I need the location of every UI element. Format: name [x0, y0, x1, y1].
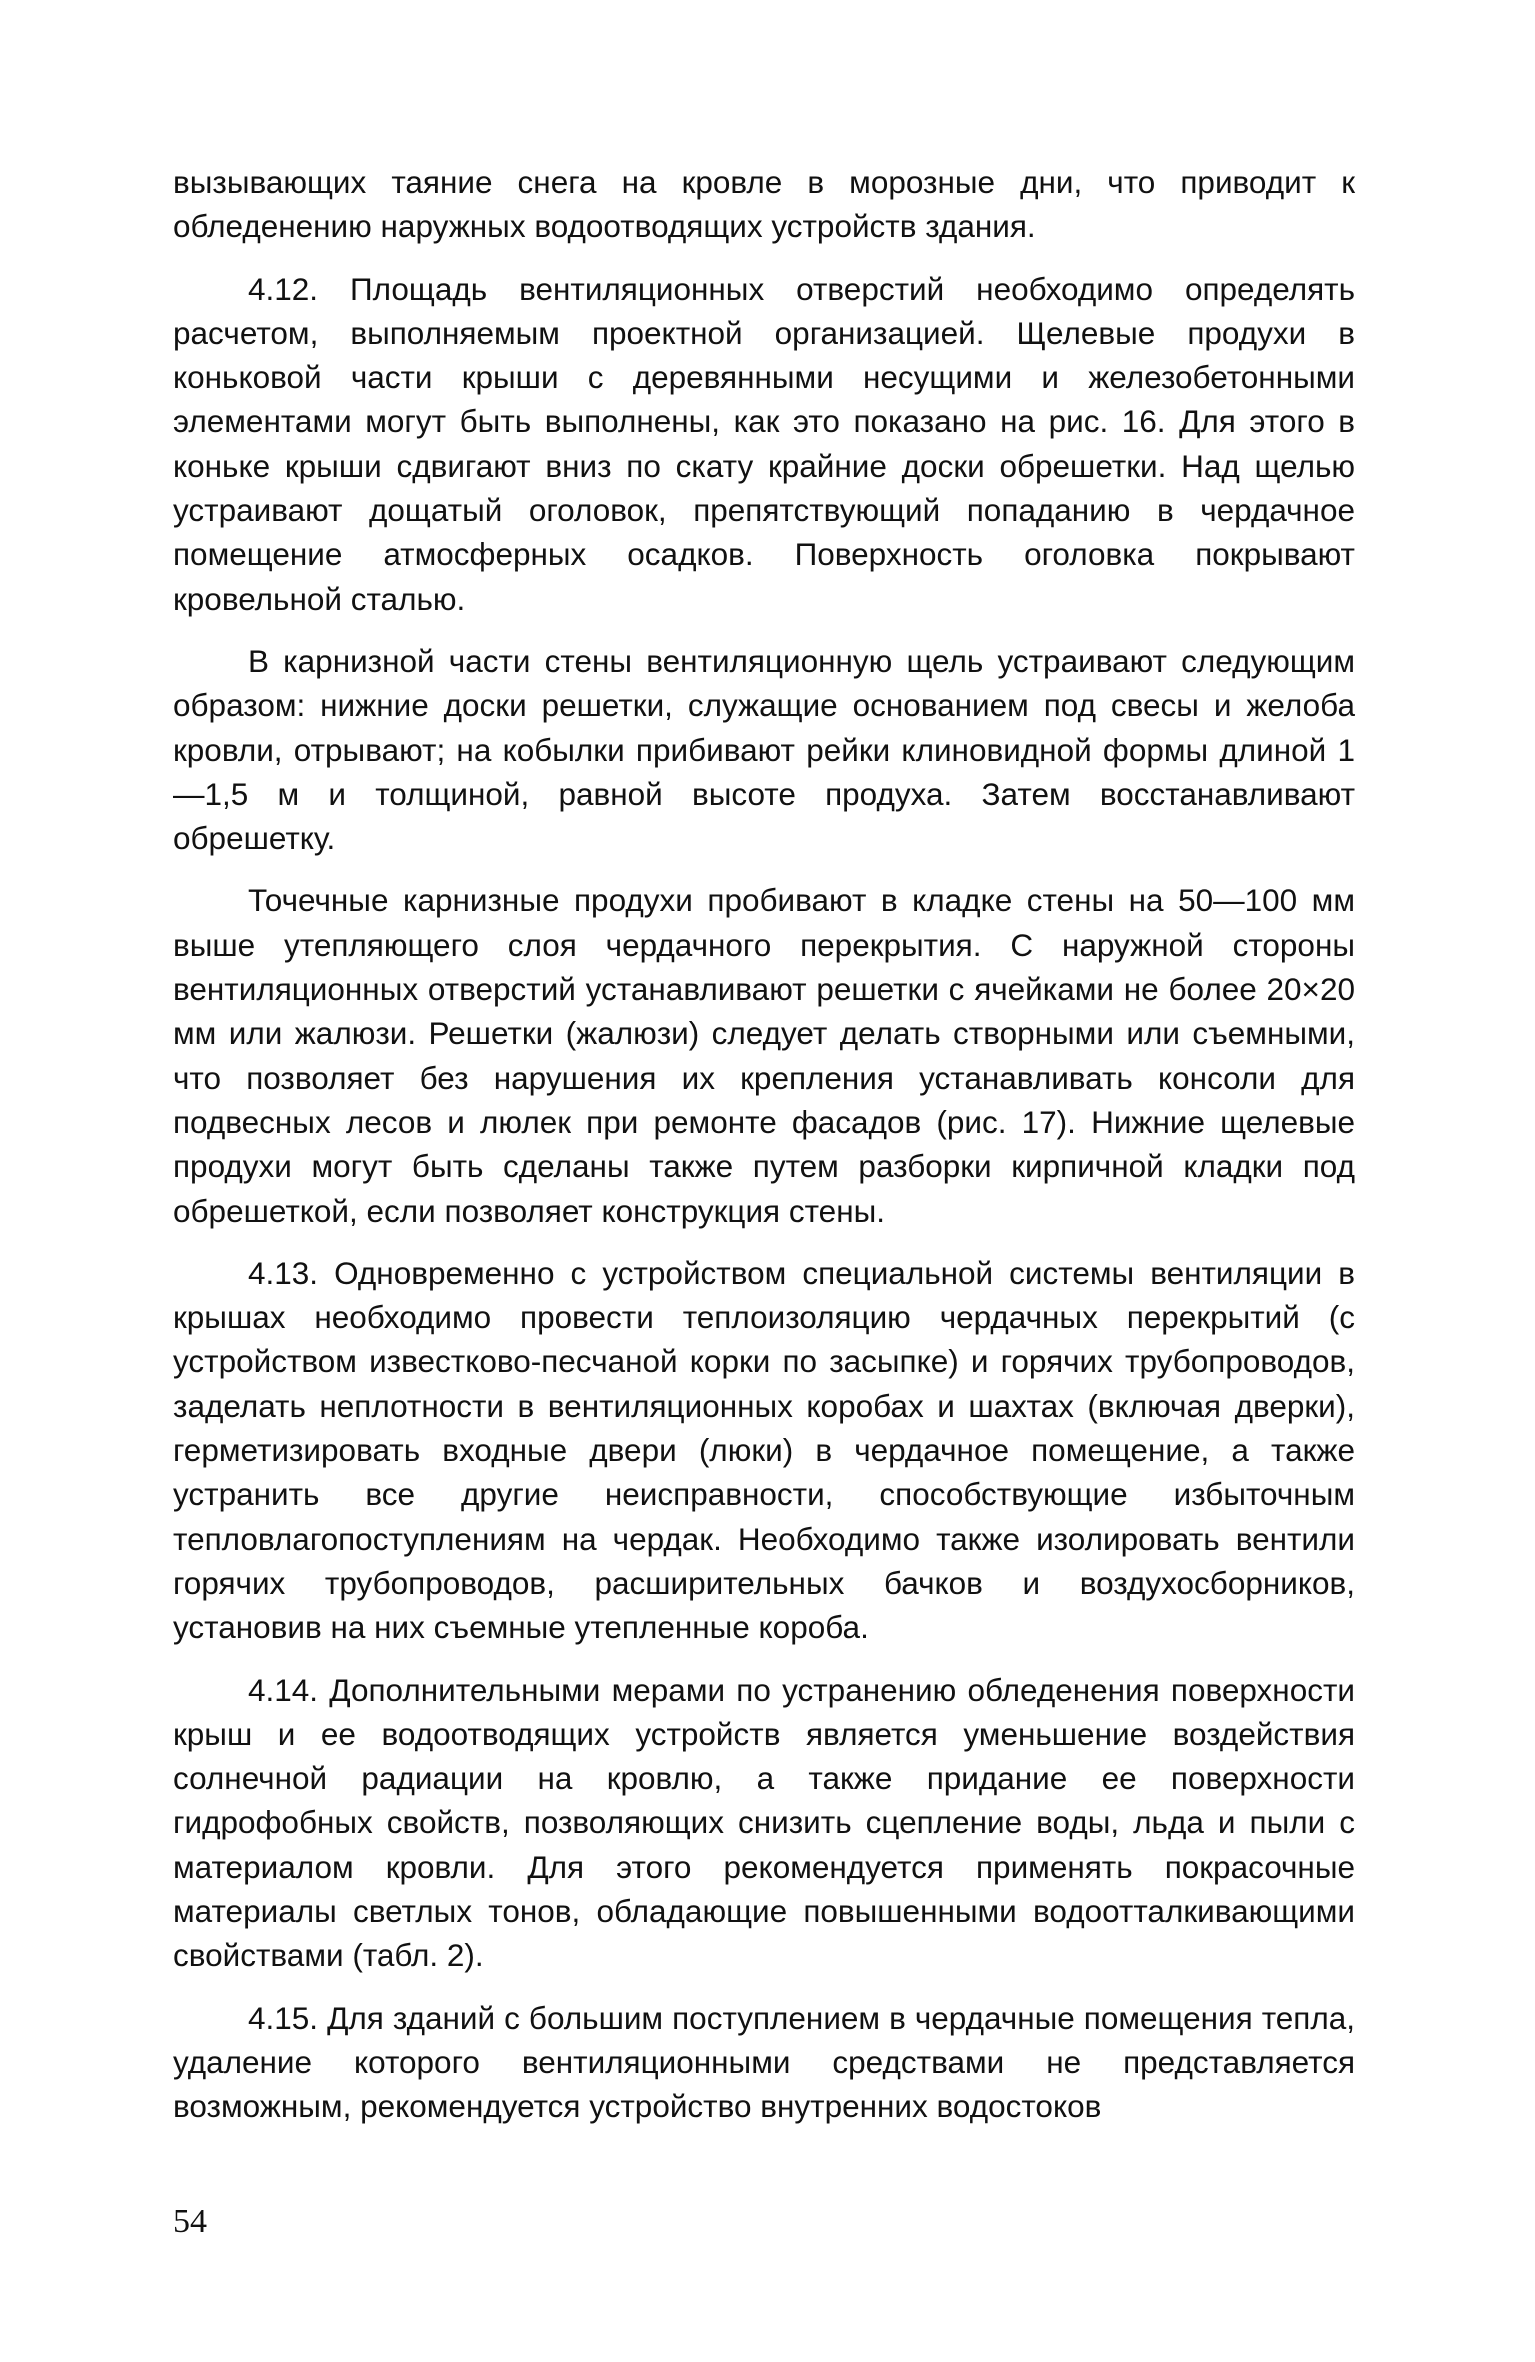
paragraph-continuation: вызывающих таяние снега на кровле в морозные дни, что приводит к обледенению наружных водоотводящих устройств здания.: [173, 164, 1355, 245]
paragraph-4-12: 4.12. Площадь вентиляционных отверстий необходимо определять расчетом, выполняемым проектной организацией. Щелевые продухи в коньковой части крыши с деревянными несущими и железобетонными элементами могут быть выполнены, как это показано на рис. 16. Для этого в коньке крыши сдвигают вниз по скату крайние доски обрешетки. Над щелью устраивают дощатый оголовок, препятствующий попаданию в чердачное помещение атмосферных осадков. Поверхность оголовка покрывают кровельной сталью.: [173, 270, 1355, 617]
paragraph-4-14: 4.14. Дополнительными мерами по устранению обледенения поверхности крыш и ее водоотводящих устройств является уменьшение воздействия солнечной радиации на кровлю, а также придание ее поверхности гидрофобных свойств, позволяющих снизить сцепление воды, льда и пыли с материалом кровли. Для этого рекомендуется применять покрасочные материалы светлых тонов, обладающие повышенными водоотталкивающими свойствами (табл. 2).: [173, 1671, 1355, 1974]
paragraph-4-15: 4.15. Для зданий с большим поступлением в чердачные помещения тепла, удаление которого вентиляционными средствами не представляется возможным, рекомендуется устройство внутренних водостоков: [173, 1999, 1355, 2125]
paragraph-4-13: 4.13. Одновременно с устройством специальной системы вентиляции в крышах необходимо провести теплоизоляцию чердачных перекрытий (с устройством известково-песчаной корки по засыпке) и горячих трубопроводов, заделать неплотности в вентиляционных коробах и шахтах (включая дверки), герметизировать входные двери (люки) в чердачное помещение, а также устранить все другие неисправности, способствующие избыточным тепловлагопоступлениям на чердак. Необходимо также изолировать вентили горячих трубопроводов, расширительных бачков и воздухосборников, установив на них съемные утепленные короба.: [173, 1254, 1355, 1646]
page-body: [173, 160, 1355, 2146]
paragraph-point-vents: Точечные карнизные продухи пробивают в кладке стены на 50—100 мм выше утепляющего слоя чердачного перекрытия. С наружной стороны вентиляционных отверстий устанавливают решетки с ячейками не более 20×20 мм или жалюзи. Решетки (жалюзи) следует делать створными или съемными, что позволяет без нарушения их крепления устанавливать консоли для подвесных лесов и люлек при ремонте фасадов (рис. 17). Нижние щелевые продухи могут быть сделаны также путем разборки кирпичной кладки под обрешеткой, если позволяет конструкция стены.: [173, 882, 1355, 1229]
page-number: 54: [173, 2203, 207, 2240]
paragraph-eaves-ventilation: В карнизной части стены вентиляционную щель устраивают следующим образом: нижние доски решетки, служащие основанием под свесы и желоба кровли, отрывают; на кобылки прибивают рейки клиновидной формы длиной 1—1,5 м и толщиной, равной высоте продуха. Затем восстанавливают обрешетку.: [173, 642, 1355, 857]
